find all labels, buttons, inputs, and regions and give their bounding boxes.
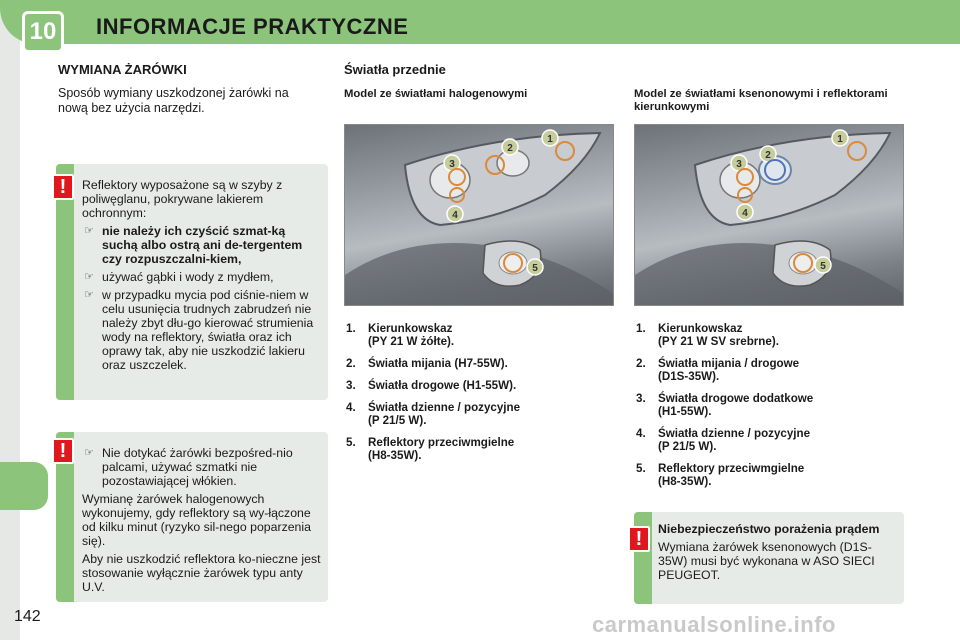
- list-text: Światła dzienne / pozycyjne (P 21/5 W).: [658, 427, 811, 453]
- chapter-number: 10: [22, 11, 64, 53]
- xenon-headlamp-photo: [634, 124, 904, 306]
- list-item: [346, 436, 616, 462]
- hand-pointer-icon: ☞: [84, 271, 94, 283]
- callout-label: 4: [452, 210, 458, 221]
- list-text: Reflektory przeciwmgielne (H8-35W).: [658, 462, 805, 488]
- list-item: [346, 401, 616, 427]
- section-intro: Sposób wymiany uszkodzonej żarówki na nową bez użycia narzędzi.: [58, 86, 289, 115]
- left-margin-strip: [0, 0, 20, 640]
- headlamp-illustration: [635, 125, 904, 306]
- warning-exclamation-icon: !: [52, 438, 74, 464]
- xenon-bulb-list: [636, 322, 916, 497]
- callout-label: 1: [547, 134, 553, 145]
- warning-box-headlamp-care: [56, 164, 328, 400]
- list-item: [82, 224, 322, 266]
- list-item: [636, 462, 916, 488]
- warning-paragraph: Wymiana żarówek ksenonowych (D1S-35W) musi być wykonana w ASO SIECI PEUGEOT.: [658, 540, 875, 582]
- list-item: [346, 357, 616, 370]
- warning-exclamation-icon: !: [628, 526, 650, 552]
- list-item: [636, 322, 916, 348]
- list-item: [346, 379, 616, 392]
- halogen-model-heading: Model ze światłami halogenowymi: [344, 88, 528, 100]
- list-item: [82, 270, 322, 284]
- halogen-headlamp-photo: [344, 124, 614, 306]
- warning-paragraph: Wymianę żarówek halogenowych wykonujemy, gdy reflektory są wy-łączone od kilku minut (ryzyko sil-nego poparzenia się).: [82, 492, 311, 548]
- list-item: [346, 322, 616, 348]
- list-number: 1.: [636, 322, 646, 335]
- list-number: 3.: [346, 379, 356, 392]
- list-number: 5.: [636, 462, 646, 475]
- list-text: Światła mijania / drogowe (D1S-35W).: [658, 357, 800, 383]
- callout-label: 2: [507, 143, 513, 154]
- warning-exclamation-icon: !: [52, 174, 74, 200]
- list-number: 4.: [346, 401, 356, 414]
- list-item: [636, 392, 916, 418]
- callout-label: 5: [820, 261, 826, 272]
- callout-label: 3: [736, 159, 742, 170]
- list-number: 5.: [346, 436, 356, 449]
- page-number: 142: [14, 608, 41, 625]
- hand-pointer-icon: ☞: [84, 447, 94, 459]
- list-text: Światła drogowe dodatkowe (H1-55W).: [658, 392, 814, 418]
- halogen-bulb-list: [346, 322, 616, 471]
- list-text: Kierunkowskaz (PY 21 W żółte).: [368, 322, 455, 348]
- list-text: Kierunkowskaz (PY 21 W SV srebrne).: [658, 322, 779, 348]
- list-number: 4.: [636, 427, 646, 440]
- hand-pointer-icon: ☞: [84, 289, 94, 301]
- callout-label: 1: [837, 134, 843, 145]
- warning-bullet-text: nie należy ich czyścić szmat-ką suchą albo ostrą ani de-tergentem czy rozpuszczalni-kiem,: [102, 224, 303, 266]
- callout-label: 4: [742, 208, 748, 219]
- section-title: WYMIANA ŻARÓWKI: [58, 62, 187, 77]
- list-number: 2.: [636, 357, 646, 370]
- callout-label: 5: [532, 263, 538, 274]
- xenon-model-heading: Model ze światłami ksenonowymi i reflektorami kierunkowymi: [634, 88, 888, 113]
- list-number: 1.: [346, 322, 356, 335]
- warning-bullet-text: Nie dotykać żarówki bezpośred-nio palcami, używać szmatki nie pozostawiającej włókien.: [102, 446, 293, 488]
- warning-bullet-text: w przypadku mycia pod ciśnie-niem w celu usunięcia trudnych zabrudzeń nie należy zbyt dłu-go kierować strumienia wody na reflektory, światła oraz ich oprawy tak, aby nie uszkodzić lakieru oraz uszczelek.: [102, 288, 314, 372]
- list-text: Światła drogowe (H1-55W).: [368, 379, 517, 392]
- hand-pointer-icon: ☞: [84, 225, 94, 237]
- warning-box-bulb-handling: [56, 432, 328, 602]
- list-item: [636, 427, 916, 453]
- warning-title: Niebezpieczeństwo porażenia prądem: [658, 522, 880, 536]
- warning-bullet-text: używać gąbki i wody z mydłem,: [102, 270, 274, 284]
- list-text: Reflektory przeciwmgielne (H8-35W).: [368, 436, 515, 462]
- warning-intro: Reflektory wyposażone są w szyby z poliwęglanu, pokrywane lakierem ochronnym:: [82, 178, 283, 220]
- watermark: carmanualsonline.info: [592, 612, 836, 637]
- front-lights-title: Światła przednie: [344, 62, 446, 77]
- list-item: [82, 446, 322, 488]
- warning-paragraph: Aby nie uszkodzić reflektora ko-nieczne jest stosowanie wyłącznie żarówek typu anty U.V.: [82, 552, 321, 594]
- list-text: Światła dzienne / pozycyjne (P 21/5 W).: [368, 401, 521, 427]
- list-text: Światła mijania (H7-55W).: [368, 357, 508, 370]
- warning-box-electric-shock: [634, 512, 904, 604]
- list-item: [82, 288, 322, 372]
- list-item: [636, 357, 916, 383]
- page-title: INFORMACJE PRAKTYCZNE: [96, 14, 409, 39]
- callout-label: 3: [449, 159, 455, 170]
- chapter-side-tab: [0, 462, 48, 510]
- callout-label: 2: [765, 150, 771, 161]
- list-number: 3.: [636, 392, 646, 405]
- headlamp-illustration: [345, 125, 614, 306]
- list-number: 2.: [346, 357, 356, 370]
